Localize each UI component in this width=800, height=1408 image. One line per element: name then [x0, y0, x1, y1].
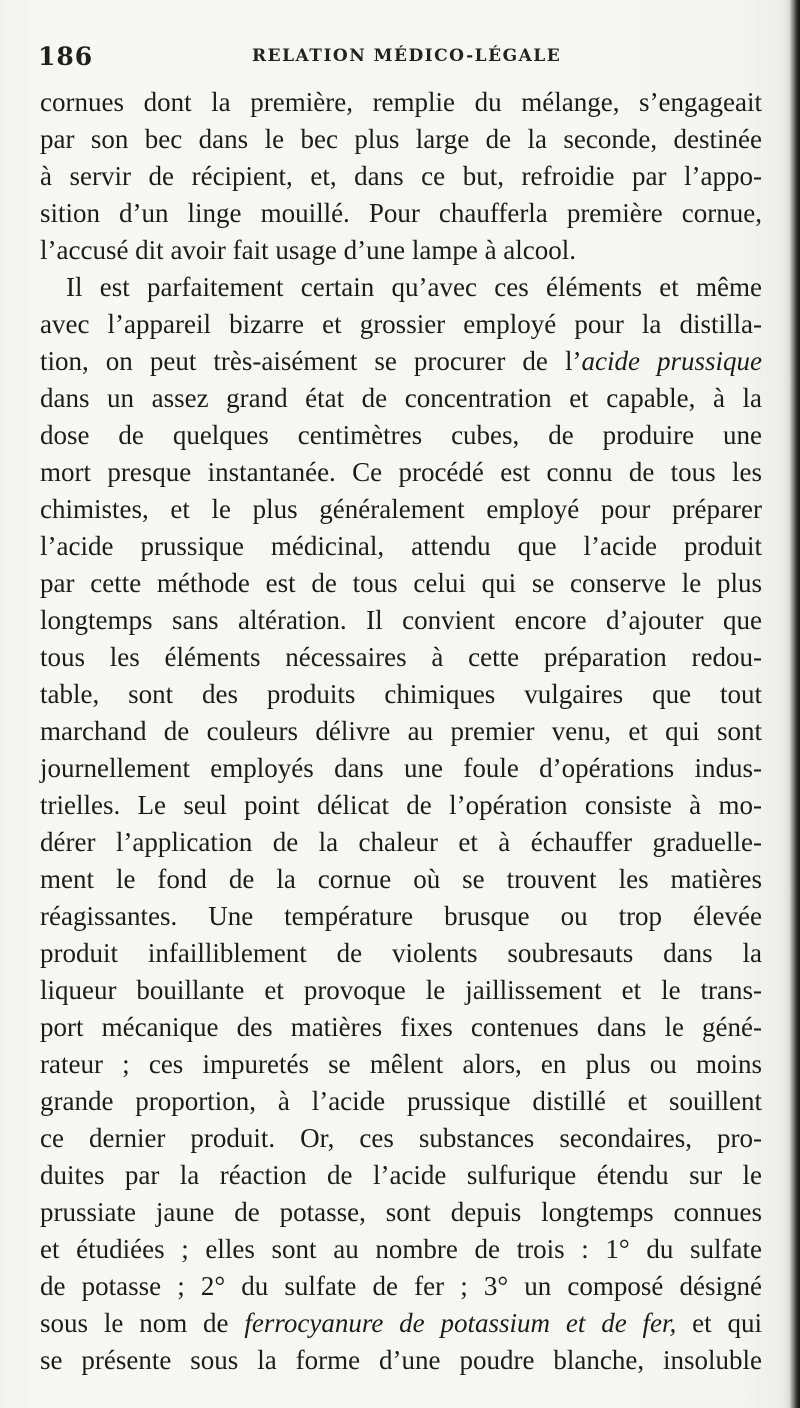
text-line: produit infailliblement de violents soubresauts dans la [40, 938, 762, 968]
text-line: longtemps sans altération. Il convient encore d’ajouter que [40, 605, 762, 635]
text-line: dérer l’application de la chaleur et à échauffer graduelle- [40, 827, 762, 857]
text-line: par cette méthode est de tous celui qui se conserve le plus [40, 568, 762, 598]
text-line: et étudiées ; elles sont au nombre de trois : 1° du sulfate [40, 1234, 762, 1264]
page-edge-shadow [782, 0, 800, 1408]
text-line: ce dernier produit. Or, ces substances secondaires, pro- [40, 1123, 762, 1153]
text-line: marchand de couleurs délivre au premier venu, et qui sont [40, 716, 762, 746]
text-line: trielles. Le seul point délicat de l’opération consiste à mo- [40, 790, 762, 820]
text-line: sition d’un linge mouillé. Pour chaufferla première cornue, [40, 198, 762, 228]
text-line: par son bec dans le bec plus large de la seconde, destinée [40, 124, 762, 154]
text-line: grande proportion, à l’acide prussique distillé et souillent [40, 1086, 762, 1116]
text-line: ment le fond de la cornue où se trouvent les matières [40, 864, 762, 894]
text-line: cornues dont la première, remplie du mélange, s’engageait [40, 87, 762, 117]
text-line: avec l’appareil bizarre et grossier employé pour la distilla- [40, 309, 762, 339]
text-line: chimistes, et le plus généralement employé pour préparer [40, 494, 762, 524]
text-line: port mécanique des matières fixes contenues dans le géné- [40, 1012, 762, 1042]
text-line: à servir de récipient, et, dans ce but, refroidie par l’appo- [40, 161, 762, 191]
text-line: l’acide prussique médicinal, attendu que l’acide produit [40, 531, 762, 561]
text-line: Il est parfaitement certain qu’avec ces éléments et même [66, 272, 762, 302]
text-line: dans un assez grand état de concentration et capable, à la [40, 383, 762, 413]
italic-term: ferrocyanure de potassium et de fer, [244, 1308, 677, 1338]
text-line: réagissantes. Une température brusque ou trop élevée [40, 901, 762, 931]
page-number: 186 [38, 42, 94, 71]
text-line: rateur ; ces impuretés se mêlent alors, en plus ou moins [40, 1049, 762, 1079]
text-line: de potasse ; 2° du sulfate de fer ; 3° un composé désigné [40, 1271, 762, 1301]
text-line: table, sont des produits chimiques vulgaires que tout [40, 679, 762, 709]
text-line: liqueur bouillante et provoque le jaillissement et le trans- [40, 975, 762, 1005]
text-line: l’accusé dit avoir fait usage d’une lampe à alcool. [40, 235, 577, 265]
text-line: duites par la réaction de l’acide sulfurique étendu sur le [40, 1160, 762, 1190]
text-line: prussiate jaune de potasse, sont depuis longtemps connues [40, 1197, 762, 1227]
text-line: mort presque instantanée. Ce procédé est connu de tous les [40, 457, 762, 487]
text-line: se présente sous la forme d’une poudre blanche, insoluble [40, 1345, 762, 1375]
italic-term: acide prussique [581, 346, 762, 376]
text-line: tion, on peut très-aisément se procurer de l’acide prussique [40, 346, 762, 376]
text-line: dose de quelques centimètres cubes, de produire une [40, 420, 762, 450]
text-line: tous les éléments nécessaires à cette préparation redou- [40, 642, 762, 672]
text-line: sous le nom de ferrocyanure de potassium et de fer, et qui [40, 1308, 762, 1338]
text-line: journellement employés dans une foule d’opérations indus- [40, 753, 762, 783]
body-text [40, 84, 762, 1379]
running-title: RELATION MÉDICO-LÉGALE [252, 46, 562, 66]
